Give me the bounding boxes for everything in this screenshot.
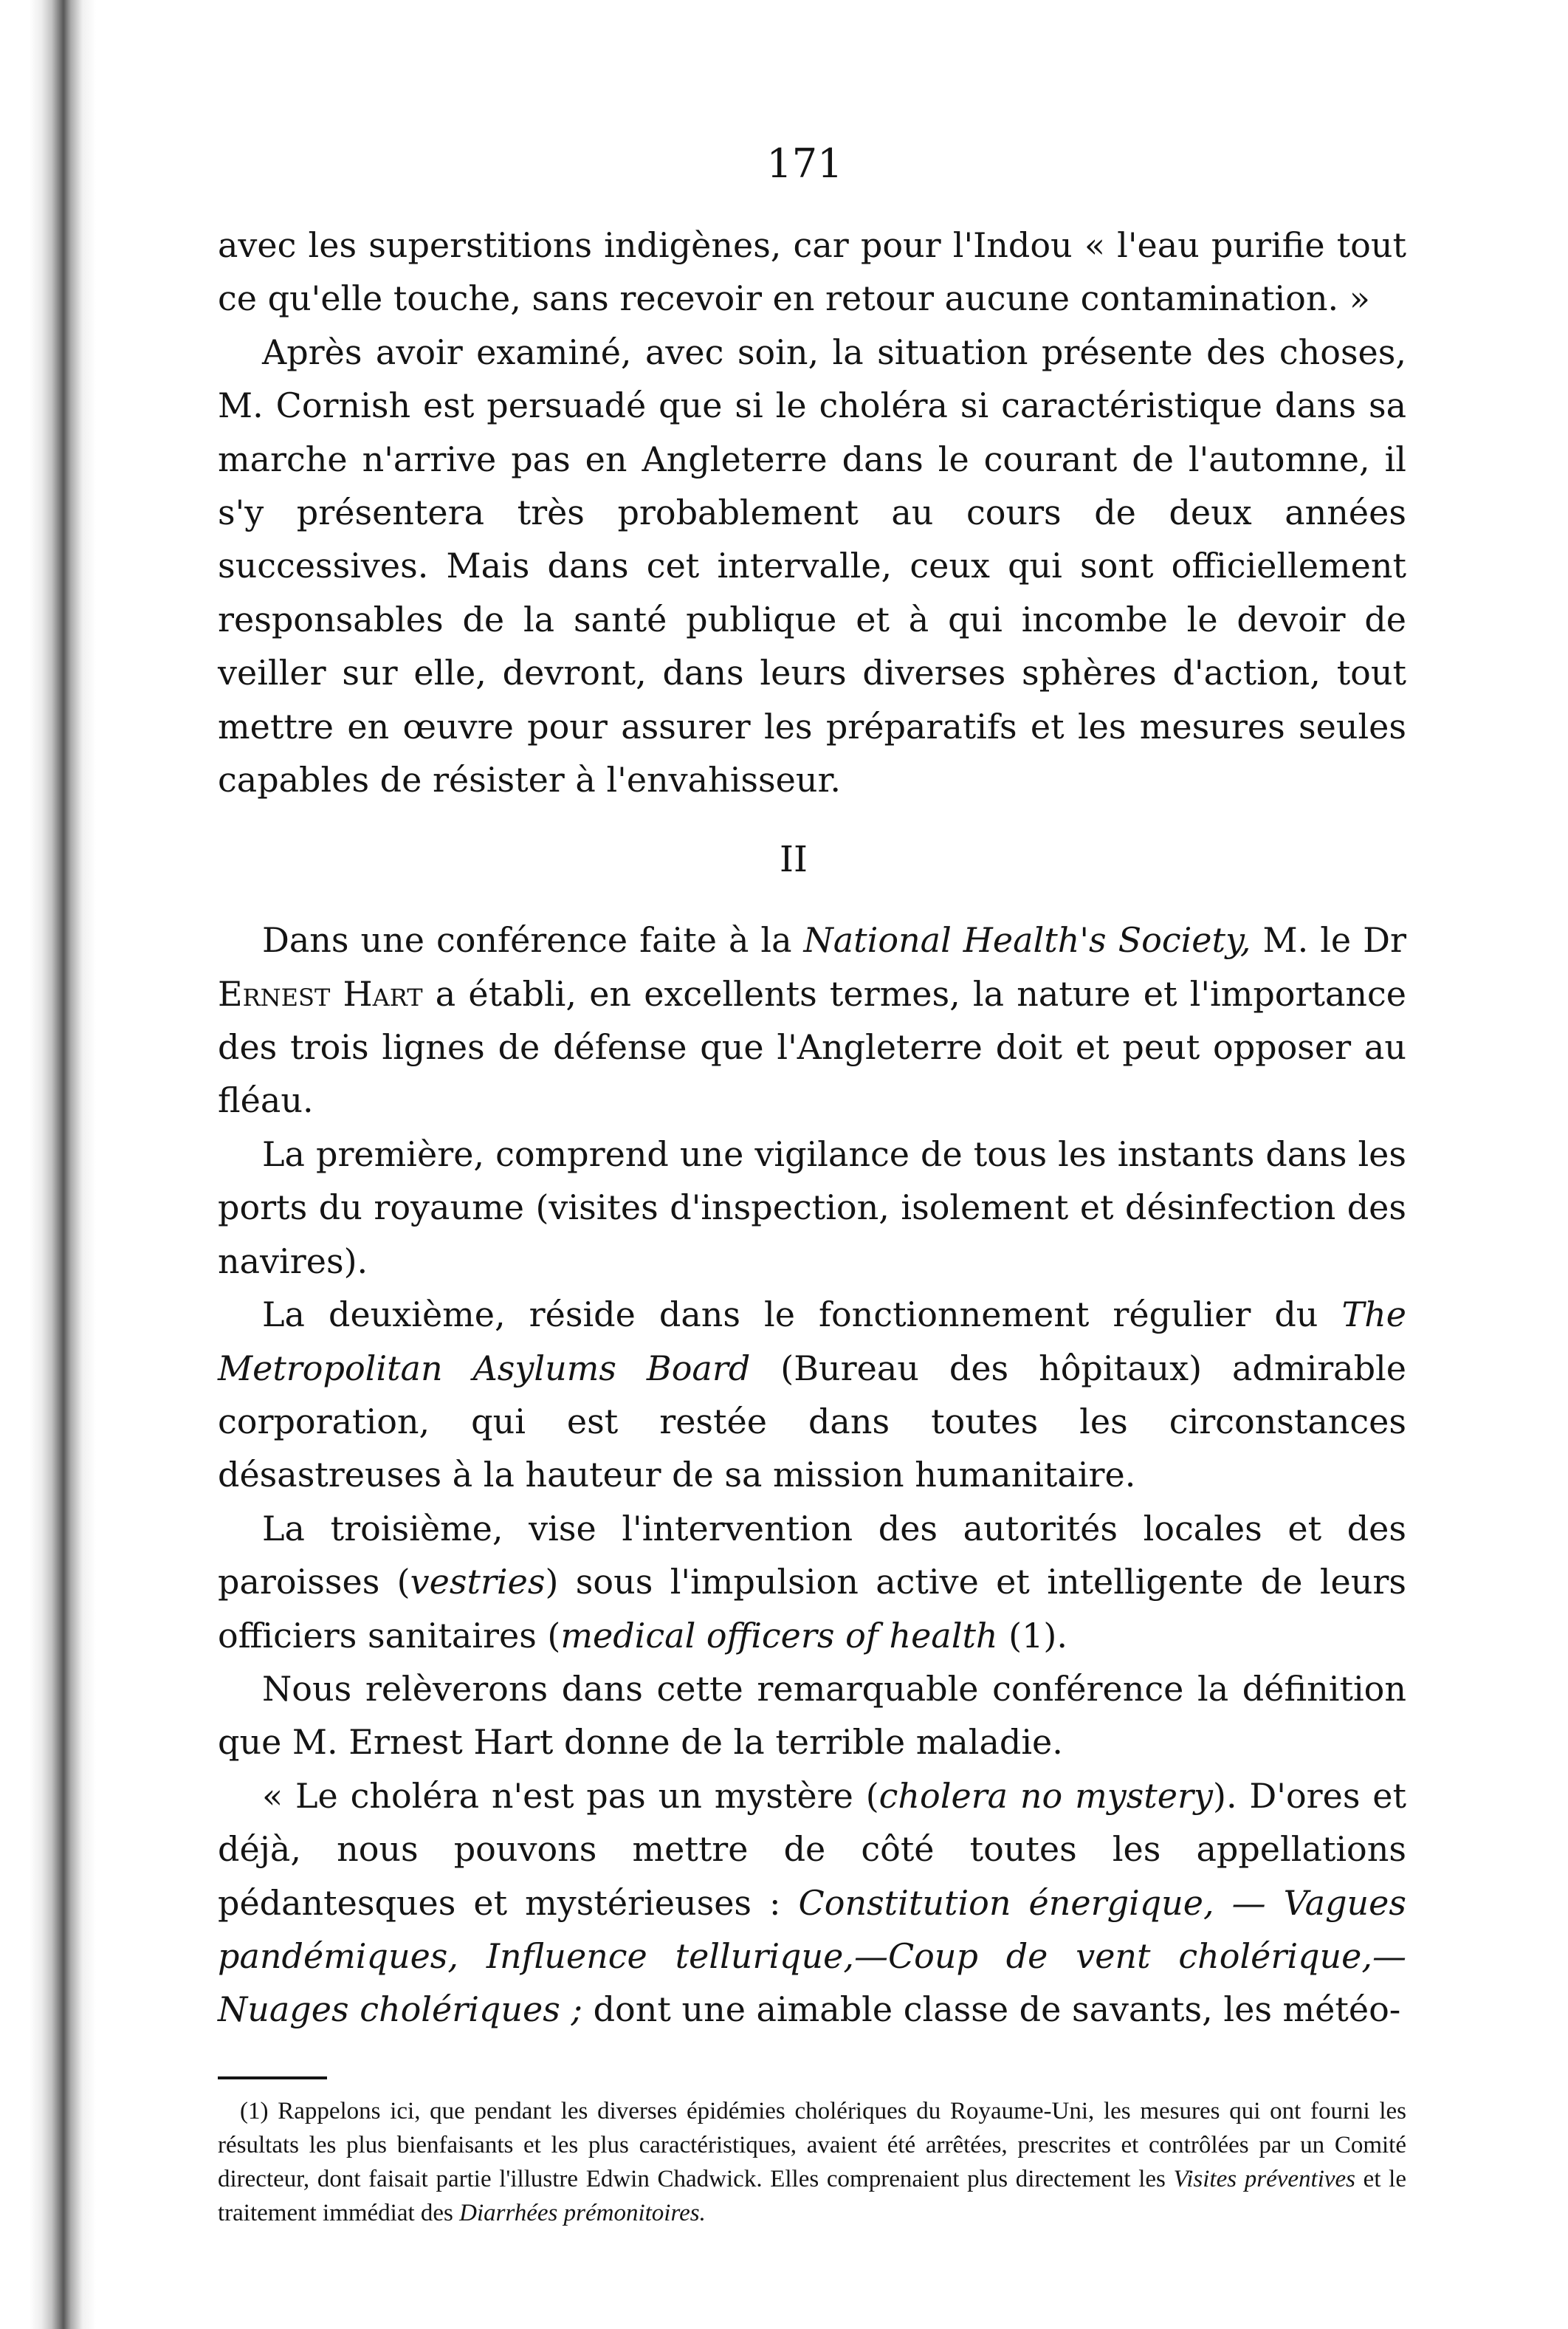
italic-term: medical officers of health [560,1615,998,1656]
paragraph: avec les superstitions indigènes, car pour l'Indou « l'eau purifie tout ce qu'elle touche, sans recevoir en retour aucune contamination. » [218,225,1406,319]
text-run: M. le Dr [1251,920,1406,961]
society-name: National Health's Society, [803,920,1251,961]
paragraph: La première, comprend une vigilance de tous les instants dans les ports du royaume (visites d'inspection, isolement et désinfection des navires). [218,1133,1406,1281]
scan-binding-edge [0,0,111,2329]
footnote-rule [218,2076,327,2079]
paragraph [218,1769,1406,2037]
italic-term: Constitution énergique, — Vagues pandémiques, Influence tellurique,—Coup de vent cholérique,— Nuages cholériques ; [218,1882,1406,2030]
text-run: a établi, en excellents termes, la nature et l'importance des trois lignes de défense que l'Angleterre doit et peut opposer au fléau. [218,973,1406,1121]
body-text [218,219,1406,2037]
text-run: Dans une conférence faite à la [262,920,804,961]
text-run: (1). [997,1615,1067,1656]
section-heading: II [780,839,808,881]
board-name: The Metropolitan Asylums Board [218,1294,1406,1388]
paragraph [218,1502,1406,1662]
italic-term: Visites préventives [1173,2166,1356,2192]
text-run: ). D'ores et déjà, nous pouvons mettre de côté toutes les appellations pédantesques et mystérieuses : [218,1775,1407,1923]
text-run: La troisième, vise l'intervention des autorités locales et des paroisses ( [218,1508,1406,1602]
text-run: La deuxième, réside dans le fonctionnement régulier du [262,1294,1342,1335]
text-run: dont une aimable classe de savants, les météo- [582,1989,1401,2030]
paragraph: Nous relèverons dans cette remarquable conférence la définition que M. Ernest Hart donne de la terrible maladie. [218,1668,1406,1763]
text-run: (Bureau des hôpitaux) admirable corporation, qui est restée dans toutes les circonstances désastreuses à la hauteur de sa mission humanitaire. [218,1348,1406,1495]
text-run: « Le choléra n'est pas un mystère ( [262,1775,879,1816]
paragraph: Après avoir examiné, avec soin, la situation présente des choses, M. Cornish est persuadé que si le choléra si caractéristique dans sa marche n'arrive pas en Angleterre dans le courant de l'automne, il s'y présentera très probablement au cours de deux années successives. Mais dans cet intervalle, ceux qui sont officiellement responsables de la santé publique et à qui incombe le devoir de veiller sur elle, devront, dans leurs diverses sphères d'action, tout mettre en œuvre pour assurer les préparatifs et les mesures seules capables de résister à l'envahisseur. [218,332,1406,800]
paragraph [218,1288,1406,1502]
footnote [218,2094,1406,2230]
paragraph [218,913,1406,1128]
text-run: (1) Rappelons ici, que pendant les diverses épidémies cholériques du Royaume-Uni, les mesures qui ont fourni les résultats les plus bienfaisants et les plus caractéristiques, avaient été arrêtées, prescrites et contrôlées par un Comité directeur, dont faisait partie l'illustre Edwin Chadwick. Elles comprenaient plus directement les [218,2098,1406,2192]
author-name: Ernest Hart [218,973,423,1014]
footnote-text [218,2094,1406,2230]
italic-term: Diarrhées prémonitoires. [459,2200,706,2226]
text-run: et le traitement immédiat des [218,2166,1406,2226]
italic-term: vestries [410,1562,546,1602]
italic-term: cholera no mystery [878,1775,1213,1816]
page-number: 171 [766,140,843,187]
text-run: ) sous l'impulsion active et intelligente de leurs officiers sanitaires ( [218,1562,1406,1656]
